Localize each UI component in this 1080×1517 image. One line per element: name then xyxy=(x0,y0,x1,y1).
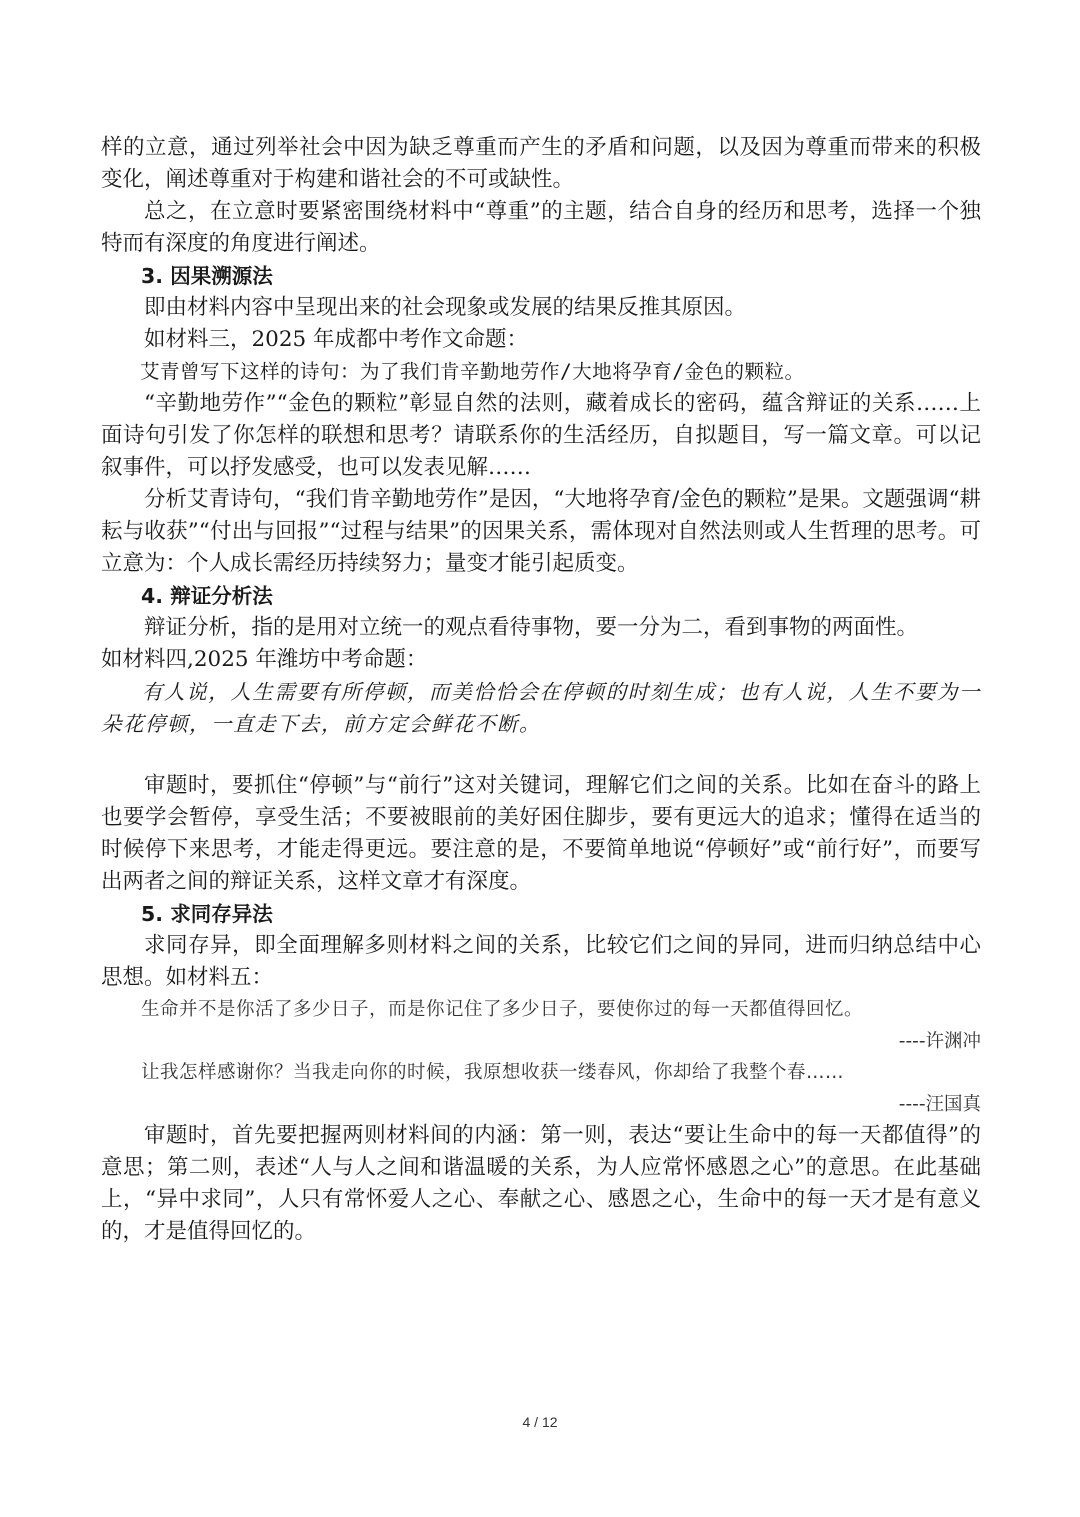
paragraph: 如材料三，2025 年成都中考作文命题： xyxy=(144,327,529,352)
paragraph-continuation: 如材料四,2025 年潍坊中考命题： xyxy=(101,647,428,672)
paragraph: “辛勤地劳作”“金色的颗粒”彰显自然的法则，藏着成长的密码，蕴含辩证的关系……上面诗句引发了你怎样的联想和思考？请联系你的生活经历，自拟题目，写一篇文章。可以记叙事件，可以抒发感受，也可以发表见解…… xyxy=(101,391,981,480)
page-number: 4 / 12 xyxy=(522,1414,558,1430)
paragraph: 即由材料内容中呈现出来的社会现象或发展的结果反推其原因。 xyxy=(144,295,747,320)
material-quote: 让我怎样感谢你？当我走向你的时候，我原想收获一缕春风，你却给了我整个春…… xyxy=(141,1062,845,1083)
paragraph: 审题时，要抓住“停顿”与“前行”这对关键词，理解它们之间的关系。比如在奋斗的路上也要学会暂停，享受生活；不要被眼前的美好困住脚步，要有更远大的追求；懂得在适当的时候停下来思考，才能走得更远。要注意的是，不要简单地说“停顿好”或“前行好”，而要写出两者之间的辩证关系，这样文章才有深度。 xyxy=(101,773,981,894)
paragraph: 辩证分析，指的是用对立统一的观点看待事物，要一分为二，看到事物的两面性。 xyxy=(144,615,919,640)
paragraph-continuation: 样的立意，通过列举社会中因为缺乏尊重而产生的矛盾和问题，以及因为尊重而带来的积极变化，阐述尊重对于构建和谐社会的不可或缺性。 xyxy=(101,135,981,192)
quote-attribution: ----许渊冲 xyxy=(898,1031,981,1052)
blank-line xyxy=(101,740,981,770)
page-content xyxy=(101,132,981,1248)
paragraph: 求同存异，即全面理解多则材料之间的关系，比较它们之间的异同，进而归纳总结中心思想。如材料五： xyxy=(101,933,981,990)
paragraph: 分析艾青诗句，“我们肯辛勤地劳作”是因，“大地将孕育/金色的颗粒”是果。文题强调“耕耘与收获”“付出与回报”“过程与结果”的因果关系，需体现对自然法则或人生哲理的思考。可立意为：个人成长需经历持续努力；量变才能引起质变。 xyxy=(101,487,981,576)
section-heading-3: 3. 因果溯源法 xyxy=(141,264,273,288)
material-quote: 有人说，人生需要有所停顿，而美恰恰会在停顿的时刻生成；也有人说，人生不要为一朵花停顿，一直走下去，前方定会鲜花不断。 xyxy=(101,680,981,736)
material-quote: 艾青曾写下这样的诗句：为了我们肯辛勤地劳作/大地将孕育/金色的颗粒。 xyxy=(140,360,805,383)
paragraph: 审题时，首先要把握两则材料间的内涵：第一则，表达“要让生命中的每一天都值得”的意思；第二则，表述“人与人之间和谐温暖的关系，为人应常怀感恩之心”的意思。在此基础上，“异中求同”，人只有常怀爱人之心、奉献之心、感恩之心，生命中的每一天才是有意义的，才是值得回忆的。 xyxy=(101,1123,981,1244)
material-quote: 生命并不是你活了多少日子，而是你记住了多少日子，要使你过的每一天都值得回忆。 xyxy=(141,999,864,1020)
paragraph-summary: 总之，在立意时要紧密围绕材料中“尊重”的主题，结合自身的经历和思考，选择一个独特而有深度的角度进行阐述。 xyxy=(101,199,981,256)
quote-attribution: ----汪国真 xyxy=(898,1094,981,1115)
section-heading-4: 4. 辩证分析法 xyxy=(141,584,273,608)
section-heading-5: 5. 求同存异法 xyxy=(141,902,273,926)
